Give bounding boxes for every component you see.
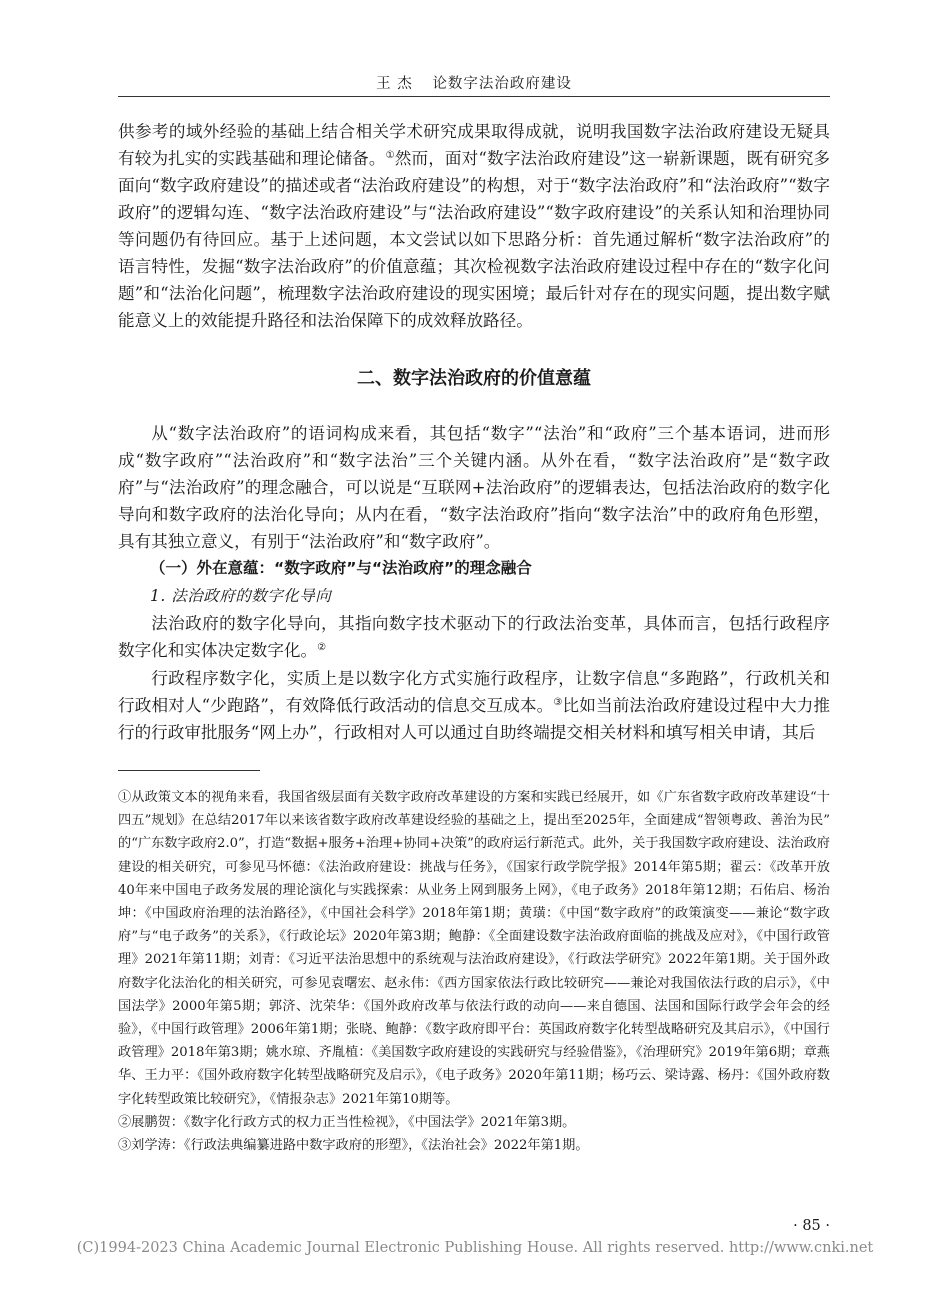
intro-text-part1: 供参考的域外经验的基础上结合相关学术研究成果取得成就，说明我国数字法治政府建设无疑具有较为扎实的实践基础和理论储备。: [118, 122, 830, 168]
footnote-ref-3[interactable]: ③: [553, 697, 563, 708]
footnote-1: ①从政策文本的视角来看，我国省级层面有关数字政府改革建设的方案和实践已经展开，如《广东省数字政府改革建设“十四五”规划》在总结2017年以来该省数字政府改革建设经验的基础之上，提出至2025年，全面建成“智领粤政、善治为民” 的“广东数字政府2.0”，打造“数据+服务+治理+协同+决策”的政府运行新范式。此外，关于我国数字政府建设、法治政府建设的相关研究，可参见马怀德：《法治政府建设：挑战与任务》，《国家行政学院学报》2014年第5期；翟云：《改革开放40年来中国电子政务发展的理论演化与实践探索：从业务上网到服务上网》，《电子政务》2018年第12期；石佑启、杨治坤：《中国政府治理的法治路径》，《中国社会科学》2018年第1期；黄璜：《中国“数字政府”的政策演变——兼论“数字政府”与“电子政务”的关系》，《行政论坛》2020年第3期；鲍静：《全面建设数字法治政府面临的挑战及应对》，《中国行政管理》2021年第11期；刘青：《习近平法治思想中的系统观与法治政府建设》，《行政法学研究》2022年第1期。关于国外政府数字化法治化的相关研究，可参见袁曙宏、赵永伟：《西方国家依法行政比较研究——兼论对我国依法行政的启示》，《中国法学》2000年第5期；郭济、沈荣华：《国外政府改革与依法行政的动向——来自德国、法国和国际行政学会年会的经验》，《中国行政管理》2006年第1期；张晓、鲍静：《数字政府即平台：英国政府数字化转型战略研究及其启示》，《中国行政管理》2018年第3期；姚水琼、齐胤植：《美国数字政府建设的实践研究与经验借鉴》，《治理研究》2019年第6期；章燕华、王力平：《国外政府数字化转型战略研究及启示》，《电子政务》2020年第11期；杨巧云、梁诗露、杨丹：《国外政府数字化转型政策比较研究》，《情报杂志》2021年第10期等。: [118, 790, 830, 1107]
intro-paragraph: [118, 118, 830, 334]
subsubsection-heading: 1. 法治政府的数字化导向: [150, 587, 332, 605]
header-rule: [118, 96, 830, 97]
digital-orientation-text: 法治政府的数字化导向，其指向数字技术驱动下的行政法治变革，具体而言，包括行政程序数字化和实体决定数字化。: [118, 614, 830, 660]
section-intro-paragraph: 从“数字法治政府”的语词构成来看，其包括“数字”“法治”和“政府”三个基本语词，进而形成“数字政府”“法治政府”和“数字法治”三个关键内涵。从外在看，“数字法治政府”是“数字政府”与“法治政府”的理念融合，可以说是“互联网+法治政府”的逻辑表达，包括法治政府的数字化导向和数字政府的法治化导向；从内在看，“数字法治政府”指向“数字法治”中的政府角色形塑，具有其独立意义，有别于“法治政府”和“数字政府”。: [118, 424, 830, 551]
procedure-paragraph: [118, 665, 830, 746]
subsection-heading: （一）外在意蕴：“数字政府”与“法治政府”的理念融合: [150, 559, 532, 577]
section-heading: 二、数字法治政府的价值意蕴: [357, 368, 591, 389]
page-number: · 85 ·: [793, 1218, 830, 1234]
header-author: 王 杰: [376, 76, 413, 92]
procedure-text-part1: 行政程序数字化，实质上是以数字化方式实施行政程序，让数字信息“多跑路”，行政机关和行政相对人“少跑路”，有效降低行政活动的信息交互成本。: [118, 669, 830, 715]
intro-text-part2: 然而，面对“数字法治政府建设”这一崭新课题，既有研究多面向“数字政府建设”的描述或者“法治政府建设”的构想，对于“数字法治政府”和“法治政府”“数字政府”的逻辑勾连、“数字法治政府建设”与“法治政府建设”“数字政府建设”的关系认知和治理协同等问题仍有待回应。基于上述问题，本文尝试以如下思路分析：首先通过解析“数字法治政府”的语言特性，发掘“数字法治政府”的价值意蕴；其次检视数字法治政府建设过程中存在的“数字化问题”和“法治化问题”，梳理数字法治政府建设的现实困境；最后针对存在的现实问题，提出数字赋能意义上的效能提升路径和法治保障下的成效释放路径。: [118, 149, 831, 330]
footnote-separator: [118, 770, 260, 771]
procedure-text-part2: 比如当前法治政府建设过程中大力推行的行政审批服务“网上办”，行政相对人可以通过自助终端提交相关材料和填写相关申请，其后: [118, 696, 831, 742]
footnotes: [118, 786, 830, 1157]
footnote-ref-1[interactable]: ①: [385, 150, 395, 161]
copyright-watermark: (C)1994-2023 China Academic Journal Electronic Publishing House. All rights reserved. http://www.cnki.net: [76, 1240, 874, 1256]
footnote-ref-2[interactable]: ②: [317, 642, 327, 653]
footnote-3: ③刘学涛：《行政法典编纂进路中数字政府的形塑》，《法治社会》2022年第1期。: [118, 1138, 589, 1154]
digital-orientation-paragraph: [118, 610, 830, 664]
running-header: [118, 72, 830, 93]
header-title: 论数字法治政府建设: [432, 76, 572, 92]
footnote-2: ②展鹏贺：《数字化行政方式的权力正当性检视》，《中国法学》2021年第3期。: [118, 1114, 576, 1130]
